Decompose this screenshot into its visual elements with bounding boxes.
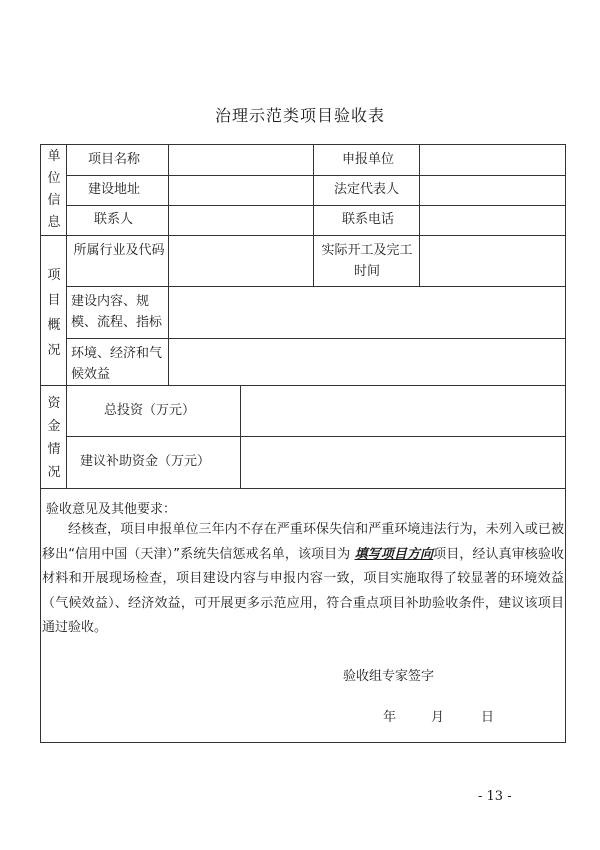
label-contact: 联系人 — [94, 212, 134, 227]
remarks-text-after: 项目，经认真审核验收材料和开展现场检查，项目建设内容与申报内容一致，项目实施取得了较显著的环境效益（气候效益）、经济效益，可开展更多示范应用，符合重点项目补助验收条件，建议该项目通过验收。 — [42, 546, 564, 635]
date-month: 月 — [431, 710, 445, 725]
label-total-investment: 总投资（万元） — [104, 403, 196, 418]
date-year: 年 — [383, 710, 397, 725]
remarks-text-before: 经核查，项目申报单位三年内不存在严重环保失信和严重环境违法行为，未列入或已被移出“信用中国（天津）”系统失信惩戒名单，该项目为 — [42, 522, 564, 562]
section-project-overview — [40, 263, 68, 363]
expert-signature-label: 验收组专家签字 — [343, 669, 435, 684]
project-direction-fill: 填写项目方向 — [354, 546, 434, 562]
label-benefits: 环境、经济和气候效益 — [71, 346, 163, 382]
section-unit-info-label: 单位信息 — [47, 149, 61, 230]
signature-date — [383, 706, 494, 725]
label-content: 建设内容、规模、流程、指标 — [71, 294, 163, 330]
label-legal-rep: 法定代表人 — [334, 182, 400, 197]
label-schedule: 实际开工及完工时间 — [321, 243, 413, 279]
label-address: 建设地址 — [88, 182, 141, 197]
section-funding-label: 资金情况 — [47, 396, 61, 480]
form-title: 治理示范类项目验收表 — [214, 106, 385, 125]
section-funding — [40, 392, 68, 484]
label-phone: 联系电话 — [342, 212, 395, 227]
remarks-heading: 验收意见及其他要求： — [46, 502, 177, 517]
remarks-text — [42, 518, 564, 641]
section-unit-info — [40, 146, 68, 234]
label-industry: 所属行业及代码 — [73, 243, 165, 258]
label-applicant: 申报单位 — [342, 152, 395, 167]
section-project-overview-label: 项目概况 — [47, 268, 61, 358]
date-day: 日 — [481, 710, 495, 725]
label-subsidy: 建议补助资金（万元） — [80, 454, 211, 469]
page-number: - 13 - — [478, 789, 512, 804]
label-project-name: 项目名称 — [88, 152, 141, 167]
